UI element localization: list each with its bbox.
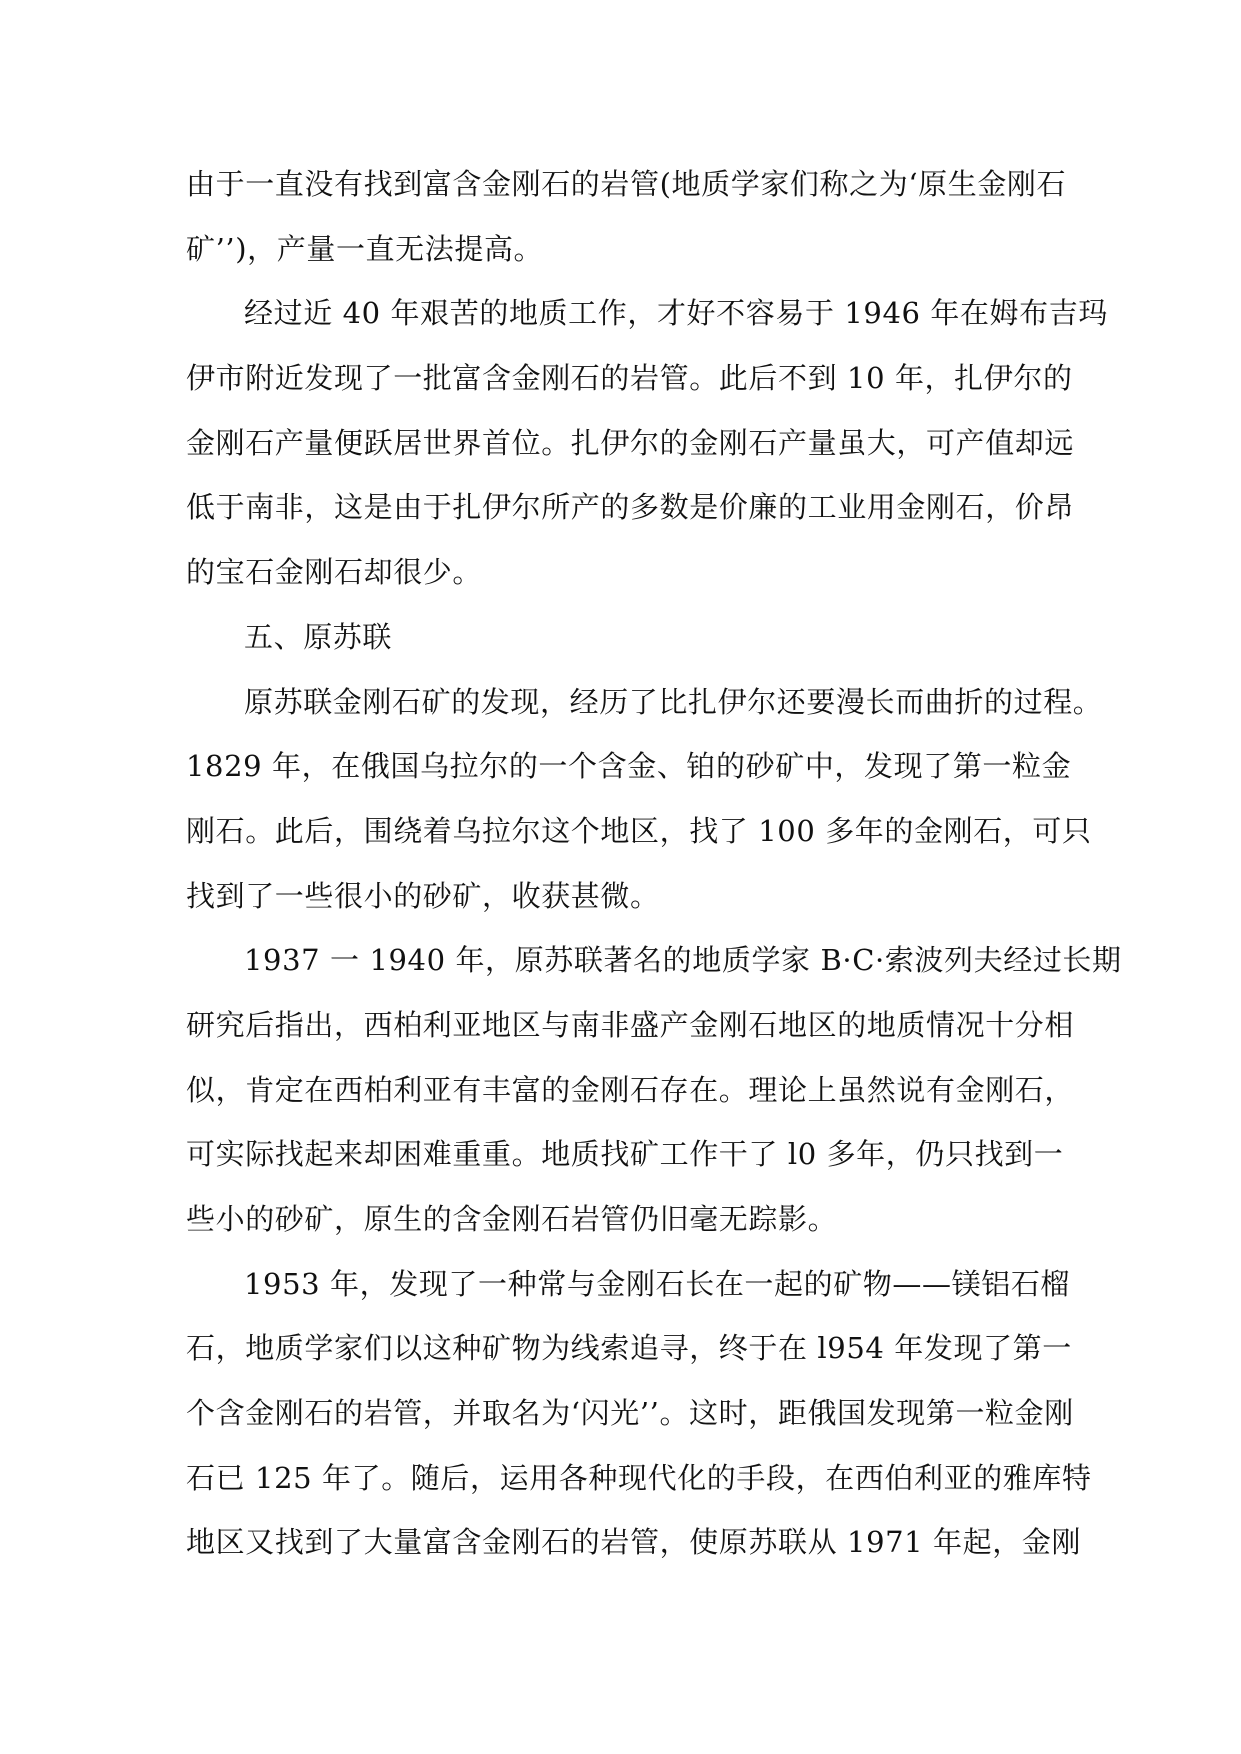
text-line: 地区又找到了大量富含金刚石的岩管，使原苏联从 1971 年起，金刚 — [186, 1525, 1082, 1560]
text-line: 找到了一些很小的砂矿，收获甚微。 — [186, 878, 660, 913]
text-line: 石，地质学家们以这种矿物为线索追寻，终于在 l954 年发现了第一 — [186, 1331, 1072, 1366]
paragraph-start: 原苏联金刚石矿的发现，经历了比扎伊尔还要漫长而曲折的过程。 — [244, 684, 1103, 719]
text-line: 可实际找起来却困难重重。地质找矿工作干了 l0 多年，仍只找到一 — [186, 1137, 1064, 1172]
text-line: 矿’’)，产量一直无法提高。 — [186, 231, 544, 266]
text-line: 刚石。此后，围绕着乌拉尔这个地区，找了 100 多年的金刚石，可只 — [186, 813, 1092, 848]
text-line: 石已 125 年了。随后，运用各种现代化的手段，在西伯利亚的雅库特 — [186, 1460, 1092, 1495]
paragraph-start: 1953 年，发现了一种常与金刚石长在一起的矿物——镁铝石榴 — [244, 1266, 1071, 1301]
text-line: 研究后指出，西柏利亚地区与南非盛产金刚石地区的地质情况十分相 — [186, 1007, 1075, 1042]
document-body — [186, 152, 1122, 1575]
paragraph-start: 1937 一 1940 年，原苏联著名的地质学家 B·C·索波列夫经过长期 — [244, 943, 1122, 978]
text-line: 似，肯定在西柏利亚有丰富的金刚石存在。理论上虽然说有金刚石， — [186, 1072, 1075, 1107]
text-line: 金刚石产量便跃居世界首位。扎伊尔的金刚石产量虽大，可产值却远 — [186, 425, 1075, 460]
paragraph-start: 经过近 40 年艰苦的地质工作，才好不容易于 1946 年在姆布吉玛 — [244, 296, 1108, 331]
text-line: 低于南非，这是由于扎伊尔所产的多数是价廉的工业用金刚石，价昂 — [186, 490, 1075, 525]
text-line: 1829 年，在俄国乌拉尔的一个含金、铂的砂矿中，发现了第一粒金 — [186, 749, 1072, 784]
text-line: 由于一直没有找到富含金刚石的岩管(地质学家们称之为‘原生金刚石 — [186, 167, 1067, 201]
text-line: 伊市附近发现了一批富含金刚石的岩管。此后不到 10 年，扎伊尔的 — [186, 361, 1073, 396]
text-line: 个含金刚石的岩管，并取名为‘闪光’’。这时，距俄国发现第一粒金刚 — [186, 1396, 1074, 1431]
section-heading: 五、原苏联 — [244, 619, 393, 654]
text-line: 些小的砂矿，原生的含金刚石岩管仍旧毫无踪影。 — [186, 1202, 838, 1236]
text-line: 的宝石金刚石却很少。 — [186, 555, 483, 590]
